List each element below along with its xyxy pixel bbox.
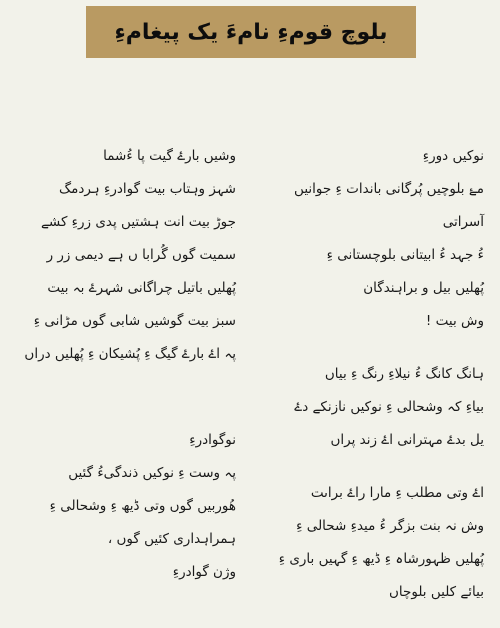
verse-line: سبز بیت گوشیں شابی گوں مڑانی ءِ xyxy=(33,313,236,329)
verse-line: نوکیں دورءِ xyxy=(422,148,484,164)
verse-line: وژن گوادرءِ xyxy=(172,564,236,580)
verse-line: بیائے کلیں بلوچاں xyxy=(388,584,484,600)
verse-line: پُھلیں باتیل چراگانی شہرۓ بہ بیت xyxy=(47,280,236,296)
verse-line: ہمراہداری کئیں گوں ، xyxy=(107,531,236,547)
stanza-gap xyxy=(254,457,484,477)
verse-line: سمیت گوں گُرابا ں ہے دیمی زر ر xyxy=(46,247,236,263)
verse-line: اۓ وتی مطلب ءِ مارا راۓ براںت xyxy=(310,485,484,501)
verse-line: ھُوربیں گوں وتی ڈیھ ءِ وشحالی ءِ xyxy=(49,498,236,514)
verse-line: ءُ جہد ءُ ابیتانی بلوچستانی ءِ xyxy=(326,247,484,263)
verse-line: وشیں بارۓ گیت پا ءُشما xyxy=(103,148,236,164)
title-banner xyxy=(86,6,416,58)
stanza-gap xyxy=(254,338,484,358)
verse-line: ہانگ کانگ ءُ نیلاءِ رنگ ءِ بیاں xyxy=(324,366,484,382)
stanza-gap xyxy=(6,404,236,424)
verse-line: وش نہ بنت بزگر ءُ میدءِ شحالی ءِ xyxy=(296,518,484,534)
left-column-verses xyxy=(6,140,236,589)
verse-line: پہ اۓ بارۓ گیگ ءِ پُشیکان ءِ پُھلیں دراں xyxy=(24,346,236,362)
verse-line: پُھلیں ظہورشاہ ءِ ڈیھ ءِ گہیں باری ءِ xyxy=(278,551,484,567)
right-column-verses xyxy=(254,140,484,609)
page-title: بلوچ قومءِ نامءَ یک پیغامءِ xyxy=(114,19,388,45)
verse-line: وش بیت ! xyxy=(425,313,484,329)
verse-line: پُھلیں بیل و براہندگان xyxy=(363,280,484,296)
verse-line: شہز وہتاب بیت گوادرءِ ہردمگ xyxy=(59,181,236,197)
verse-line: نوگوادرءِ xyxy=(189,432,236,448)
verse-line: جوڑ بیت انت ہشتیں پدی زرءِ کشے xyxy=(41,214,236,230)
verse-line xyxy=(6,371,236,404)
verse-line: بیاءِ کہ وشحالی ءِ نوکیں نازنکے دۓ xyxy=(294,399,484,415)
verse-line: یل بدۓ مہترانی اۓ زند پراں xyxy=(330,432,484,448)
verse-line: پہ وست ءِ نوکیں ذندگیءُ گئیں xyxy=(68,465,236,481)
verse-line: مۓ بلوچیں پُرگانی باندات ءِ جوانیں xyxy=(294,181,484,197)
verse-line: آسراتی xyxy=(442,214,484,230)
